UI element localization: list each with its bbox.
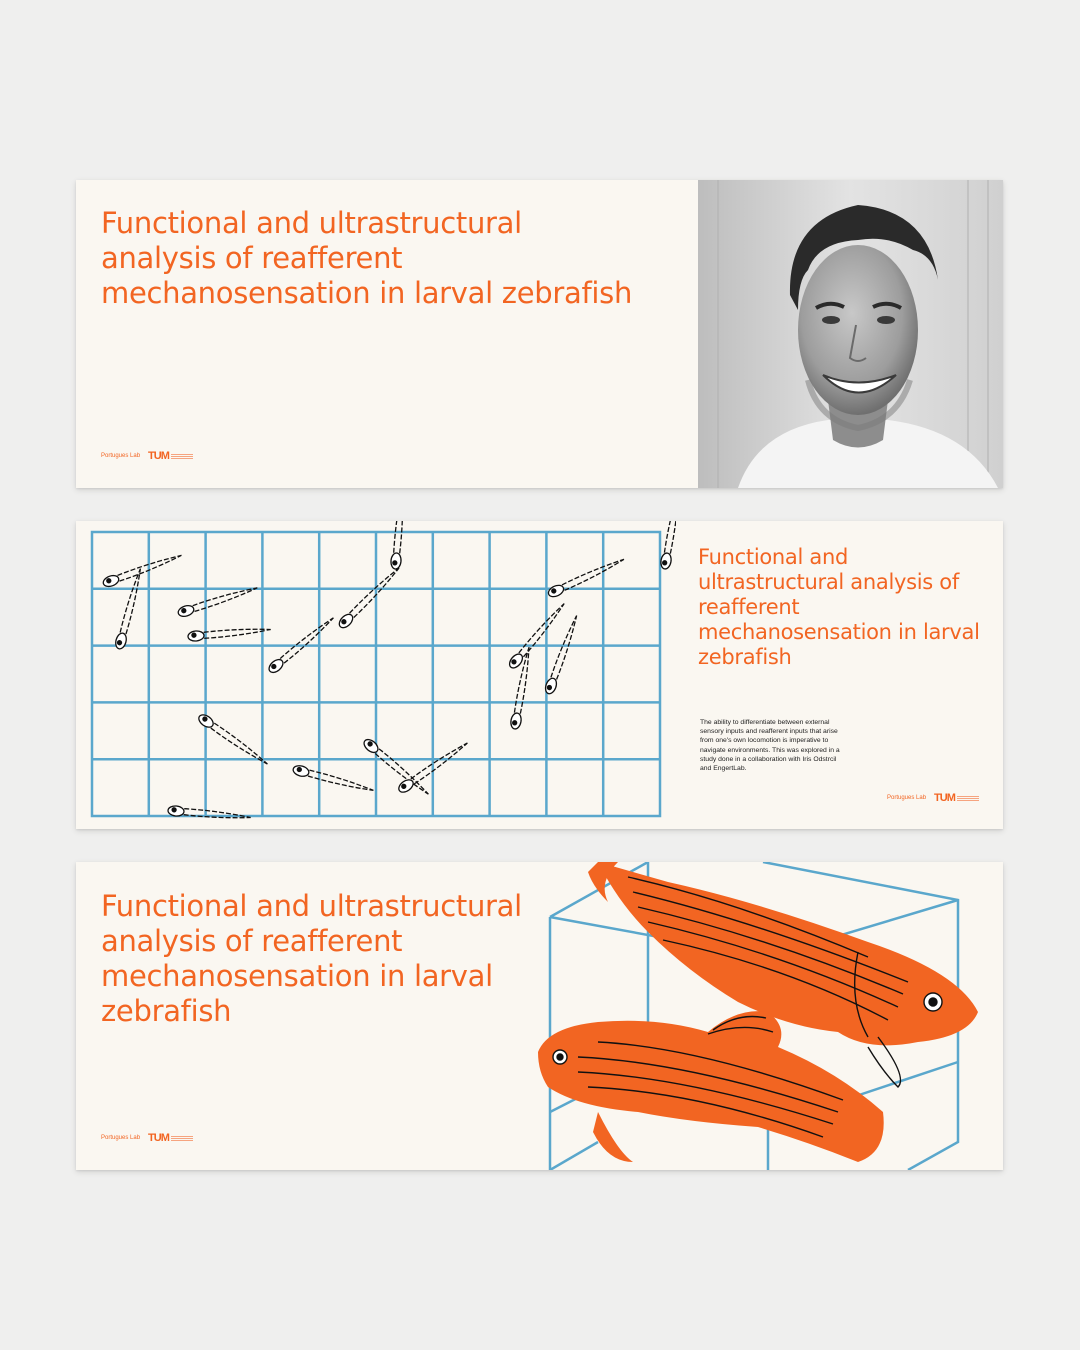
larva-sketch — [660, 521, 676, 570]
tum-logo-subtext — [171, 454, 193, 459]
larva-sketch — [547, 555, 626, 599]
tum-logo — [148, 1132, 193, 1144]
larva-sketch — [390, 521, 407, 569]
banner-card-portrait — [76, 180, 1003, 488]
logo-group — [101, 1132, 193, 1144]
tum-logo-subtext — [171, 1136, 193, 1141]
logo-group — [101, 450, 193, 462]
tum-logo-mark: TUM — [148, 1132, 169, 1144]
larva-sketch — [102, 551, 183, 589]
lab-name: Portugues Lab — [101, 453, 141, 459]
banner-title: Functional and ultrastructural analysis of reafferent mechanosensation in larval zebrafish — [101, 206, 633, 310]
banner-card-grid — [76, 521, 1003, 829]
larva-sketch — [188, 624, 272, 641]
banner-title: Functional and ultrastructural analysis of reafferent mechanosensation in larval zebrafish — [698, 545, 980, 669]
larva-sketch — [292, 764, 375, 795]
larva-sketch — [337, 564, 403, 630]
tum-logo — [934, 792, 979, 804]
larval-zebrafish-grid-illustration — [76, 521, 676, 829]
adult-zebrafish-cube-illustration — [538, 862, 1003, 1170]
tum-logo-mark: TUM — [148, 450, 169, 462]
tum-logo-mark: TUM — [934, 792, 955, 804]
lab-name: Portugues Lab — [101, 1135, 141, 1141]
larva-sketch — [168, 805, 252, 822]
banner-title: Functional and ultrastructural analysis of reafferent mechanosensation in larval zebrafish — [101, 889, 522, 1028]
tum-logo — [148, 450, 193, 462]
larva-sketch — [362, 737, 432, 798]
portrait-photo — [698, 180, 1003, 488]
larva-sketch — [507, 600, 568, 670]
tum-logo-subtext — [957, 796, 979, 801]
lab-name: Portugues Lab — [887, 795, 927, 801]
banner-description: The ability to differentiate between external sensory inputs and reafferent inputs that arise from one's own locomotion is imperative to navigate environments. This was explored in a study done in a collaboration with Iris Odstrcil and EngertLab. — [700, 719, 840, 773]
logo-group — [887, 792, 979, 804]
larva-sketch — [544, 614, 582, 695]
banner-card-fish — [76, 862, 1003, 1170]
